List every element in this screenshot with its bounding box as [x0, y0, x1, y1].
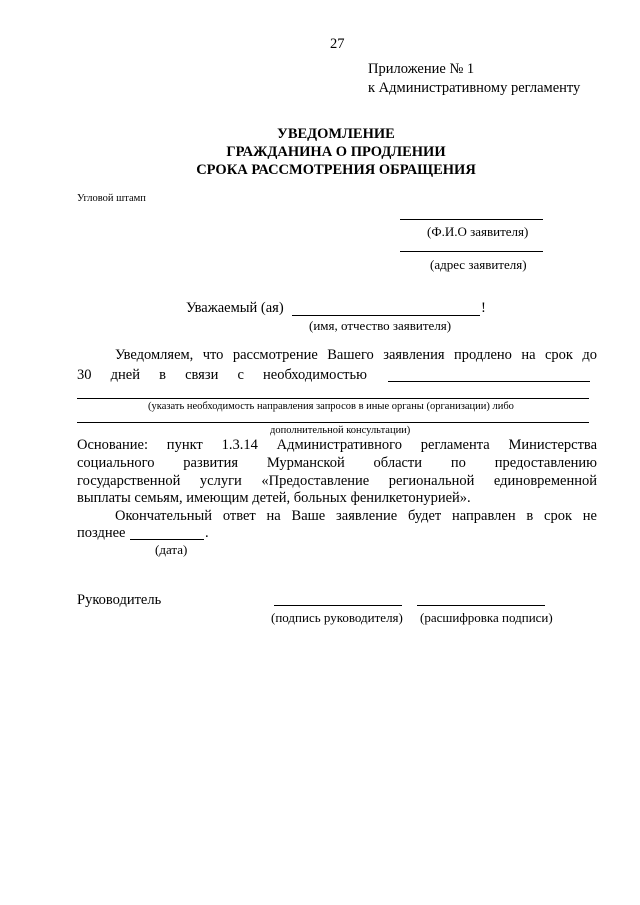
notice-word: дней: [110, 367, 140, 383]
reason-blank-line-2: [77, 398, 589, 399]
appendix-line-1: Приложение № 1: [368, 61, 475, 77]
address-caption: (адрес заявителя): [430, 257, 527, 272]
final-line-1: Окончательный ответ на Ваше заявление будет направлен в срок не: [115, 508, 597, 524]
signature-decode-blank-line: [417, 605, 545, 606]
corner-stamp-label: Угловой штамп: [77, 193, 146, 204]
basis-line-2: социального развития Мурманской области по предоставлению: [77, 455, 597, 471]
signature-role: Руководитель: [77, 592, 162, 608]
fio-blank-line: [400, 219, 543, 220]
final-line-2-prefix: позднее: [77, 525, 126, 541]
appendix-line-2: к Административному регламенту: [368, 80, 581, 96]
greeting-suffix: !: [481, 300, 486, 316]
basis-line-3: государственной услуги «Предоставление региональной единовременной: [77, 473, 597, 489]
reason-caption-2: дополнительной консультации): [270, 425, 411, 436]
reason-blank-line-3: [77, 422, 589, 423]
greeting-name-line: [292, 315, 480, 316]
signature-caption: (подпись руководителя): [271, 610, 403, 625]
document-title: [0, 125, 640, 179]
date-caption: (дата): [155, 542, 188, 557]
notice-word: 30: [77, 367, 92, 383]
greeting-caption: (имя, отчество заявителя): [309, 318, 452, 333]
notice-line-1: Уведомляем, что рассмотрение Вашего заявления продлено на срок до: [115, 347, 597, 363]
signature-blank-line: [274, 605, 402, 606]
title-line-3: СРОКА РАССМОТРЕНИЯ ОБРАЩЕНИЯ: [196, 162, 476, 178]
page-number: 27: [330, 36, 345, 52]
basis-line-4: выплаты семьям, имеющим детей, больных фенилкетонурией».: [77, 490, 471, 506]
notice-word: необходимостью: [263, 367, 367, 383]
reason-blank-line-1: [388, 381, 590, 382]
title-line-2: ГРАЖДАНИНА О ПРОДЛЕНИИ: [226, 144, 446, 160]
title-line-1: УВЕДОМЛЕНИЕ: [277, 126, 395, 142]
notice-word: связи: [185, 367, 219, 383]
basis-line-1: Основание: пункт 1.3.14 Административного регламента Министерства: [77, 437, 597, 453]
notice-word: с: [237, 367, 244, 383]
notice-line-2: [77, 367, 367, 384]
fio-caption: (Ф.И.О заявителя): [427, 224, 529, 239]
greeting-prefix: Уважаемый (ая): [186, 300, 284, 316]
address-blank-line: [400, 251, 543, 252]
reason-caption-1: (указать необходимость направления запросов в иные органы (организации) либо: [148, 401, 514, 412]
notice-word: в: [159, 367, 166, 383]
final-line-2-suffix: .: [205, 525, 209, 541]
signature-decode-caption: (расшифровка подписи): [420, 610, 553, 625]
date-blank-line: [130, 539, 204, 540]
